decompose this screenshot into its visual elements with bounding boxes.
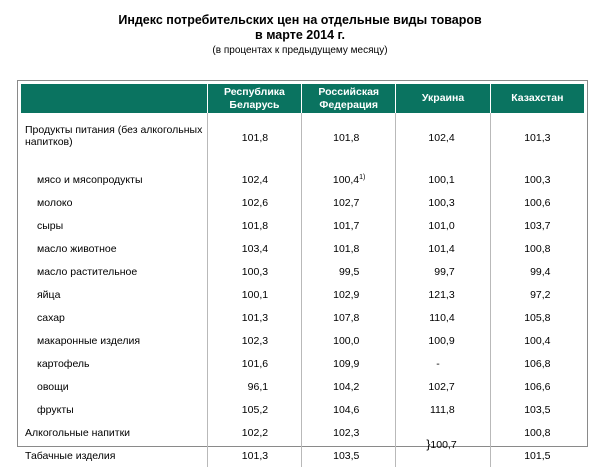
cell-belarus: 102,4 [207,168,301,191]
cell-belarus: 102,2 [207,421,301,444]
cell-belarus: 101,6 [207,352,301,375]
cell-ukraine: 101,0 [396,214,490,237]
cell-kazakhstan: 103,7 [490,214,584,237]
table-row [21,306,585,329]
row-label: яйца [37,288,61,301]
cell-belarus: 101,8 [207,122,301,168]
cell-ukraine: 100,1 [396,168,490,191]
table-row [21,421,585,444]
cell-belarus: 96,1 [207,375,301,398]
cell-kazakhstan: 100,3 [490,168,584,191]
table-row [21,398,585,421]
cell-russia: 104,2 [302,375,396,398]
table-row [21,375,585,398]
cell-russia: 101,8 [302,122,396,168]
title-line-1: Индекс потребительских цен на отдельные виды товаров [118,13,482,27]
header-belarus-line1: Республика [223,85,285,98]
cell-ukraine: 102,7 [396,375,490,398]
cell-belarus: 101,8 [207,214,301,237]
cell-russia: 100,0 [302,329,396,352]
table-row [21,214,585,237]
table-row [21,237,585,260]
spacer-row [21,113,585,122]
cell-kazakhstan: 106,6 [490,375,584,398]
cell-russia: 101,7 [302,214,396,237]
row-label: овощи [37,380,69,393]
cell-kazakhstan: 105,8 [490,306,584,329]
header-label [21,84,207,113]
cell-russia-value: 100,4 [332,173,360,186]
footnote-mark: 1) [359,173,366,181]
cell-ukraine: 100,9 [396,329,490,352]
table-row [21,283,585,306]
header-russia-line2: Федерация [319,98,379,111]
cell-russia: 102,7 [302,191,396,214]
table-row [21,329,585,352]
cell-kazakhstan: 100,8 [490,421,584,444]
row-label: Табачные изделия [25,449,116,462]
row-label: масло животное [37,242,117,255]
cell-belarus: 101,3 [207,444,301,467]
cell-kazakhstan: 101,3 [490,122,584,168]
cell-russia: 99,5 [302,260,396,283]
cell-ukraine: - [396,352,490,375]
cell-belarus: 101,3 [207,306,301,329]
row-label: Продукты питания (без алкогольных напитков) [25,124,203,148]
cell-kazakhstan: 103,5 [490,398,584,421]
cell-belarus: 105,2 [207,398,301,421]
cell-ukraine: 101,4 [396,237,490,260]
cell-kazakhstan: 100,4 [490,329,584,352]
row-label: сыры [37,219,64,232]
cell-ukraine: 111,8 [396,398,490,421]
row-label: молоко [37,196,73,209]
row-label: Алкогольные напитки [25,426,131,439]
cell-belarus: 102,3 [207,329,301,352]
cell-russia: 104,6 [302,398,396,421]
cell-kazakhstan: 106,8 [490,352,584,375]
header-belarus [207,84,301,113]
cell-russia: 107,8 [302,306,396,329]
cell-kazakhstan: 101,5 [490,444,584,467]
cell-ukraine: 102,4 [396,122,490,168]
cell-russia [302,168,396,191]
row-label: картофель [37,357,90,370]
cpi-table [21,84,585,467]
title-subtitle: (в процентах к предыдущему месяцу) [212,45,388,56]
cell-kazakhstan: 99,4 [490,260,584,283]
cell-kazakhstan: 97,2 [490,283,584,306]
cell-russia: 103,5 [302,444,396,467]
cell-ukraine-combined-value: 100,7 [430,439,457,451]
header-belarus-line2: Беларусь [229,98,280,111]
cell-russia: 102,3 [302,421,396,444]
cell-ukraine-combined [396,421,490,467]
table-row [21,352,585,375]
header-kazakhstan: Казахстан [490,84,584,113]
row-label: фрукты [37,403,74,416]
cell-ukraine: 110,4 [396,306,490,329]
cell-belarus: 100,1 [207,283,301,306]
table-row [21,191,585,214]
cell-belarus: 100,3 [207,260,301,283]
table-row [21,168,585,191]
brace-mark: } [426,437,431,451]
cell-kazakhstan: 100,8 [490,237,584,260]
cell-kazakhstan: 100,6 [490,191,584,214]
row-label: масло растительное [37,265,138,278]
header-ukraine: Украина [396,84,490,113]
table-row [21,260,585,283]
cell-belarus: 103,4 [207,237,301,260]
row-label: макаронные изделия [37,334,141,347]
header-row [21,84,585,113]
cell-belarus: 102,6 [207,191,301,214]
row-label: мясо и мясопродукты [37,173,143,186]
cell-ukraine: 100,3 [396,191,490,214]
cell-russia: 109,9 [302,352,396,375]
table-row [21,122,585,168]
cell-ukraine: 99,7 [396,260,490,283]
title-line-2: в марте 2014 г. [255,28,345,42]
row-label: сахар [37,311,65,324]
cell-ukraine: 121,3 [396,283,490,306]
header-russia [302,84,396,113]
page-title [0,13,600,58]
cell-russia: 102,9 [302,283,396,306]
header-russia-line1: Российская [318,85,380,98]
cell-russia: 101,8 [302,237,396,260]
